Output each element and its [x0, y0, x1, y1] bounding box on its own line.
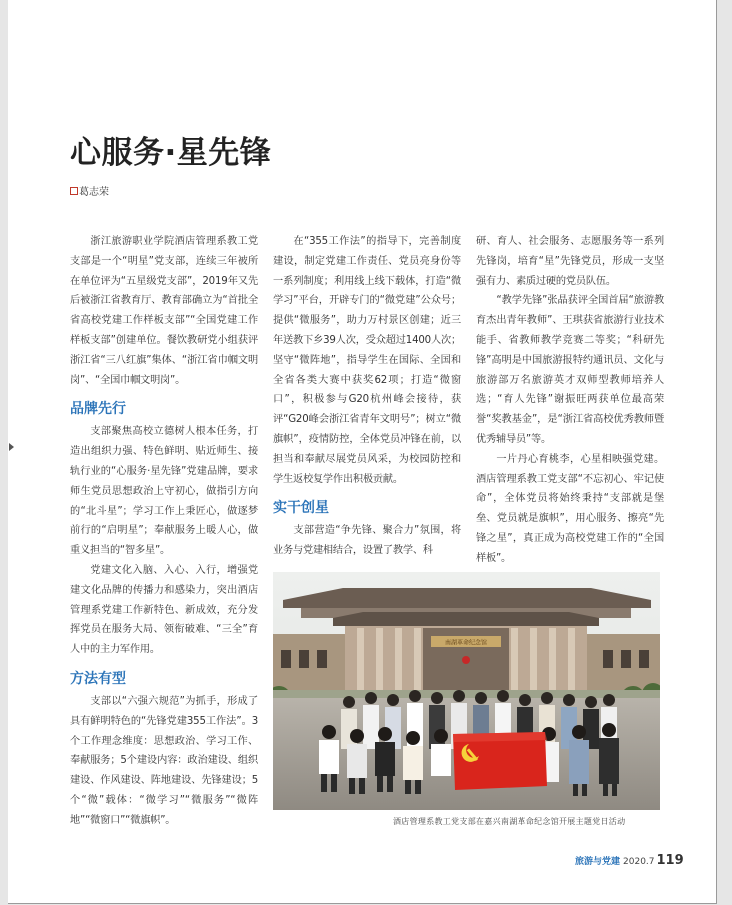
practice-paragraph-1-cont: 研、育人、社会服务、志愿服务等一系列先锋岗，培育“星”先锋党员，形成一支坚强有力、素质过硬的党员队伍。	[476, 236, 664, 287]
brand-paragraph-1: 支部聚焦高校立德树人根本任务，打造出组织力强、特色鲜明、贴近师生、接轨行业的“心服务·星先锋”党建品牌，要求师生党员思想政治上守初心，做指引方向的“北斗星”；学习工作上秉匠心，做逐梦前行的“启明星”；奉献服务上暖人心，做重义担当的“智多星”。	[70, 426, 258, 557]
closing-paragraph: 一片丹心育桃李，心星相映强党建。酒店管理系教工党支部“不忘初心、牢记使命”，全体党员将始终秉持“支部就是堡垒、党员就是旗帜”，用心服务、擦亮“先锋之星”，真正成为高校党建工作的“全国样板”。	[476, 453, 664, 564]
page-footer	[575, 849, 684, 868]
group-photo-image	[273, 572, 660, 810]
column-3	[476, 232, 664, 569]
method-paragraph-2: 在“355工作法”的指导下，完善制度建设，制定党建工作责任、党员亮身份等一系列制度；利用线上线下载体，打造“微学习”平台，开辟专门的“微党建”公众号；提供“微服务”，助力万村景区创建；近三年送教下乡39人次，受众超过1400人次；坚守“微阵地”，指导学生在国际、全国和全省各类大赛中获奖62项；打造“微窗口”，积极参与G20杭州峰会接待，获评“G20峰会浙江省青年文明号”；树立“微旗帜”，疫情防控，全体党员冲锋在前，以担当和奉献尽展党员风采，为校园防控和学生返校复学作出积极贡献。	[273, 236, 461, 485]
method-paragraph-1: 支部以“六强六规范”为抓手，形成了具有鲜明特色的“先锋党建355工作法”。3个工作理念维度：思想政治、学习工作、奉献服务；5个建设内容：政治建设、组织建设、作风建设、阵地建设、先锋建设；5个“微”载体：“微学习”“微服务”“微阵地”“微窗口”“微旗帜”。	[70, 695, 258, 826]
column-2	[273, 232, 461, 561]
scroll-left-arrow-icon[interactable]	[9, 443, 14, 451]
practice-paragraph-1: 支部营造“争先锋、聚合力”氛围，将业务与党建相结合，设置了教学、科	[273, 525, 461, 557]
heading-method: 方法有型	[70, 670, 126, 687]
page-edge-right	[716, 0, 717, 903]
column-1	[70, 232, 258, 831]
page-edge-bottom	[8, 903, 717, 904]
heading-practice: 实干创星	[273, 500, 329, 517]
heading-brand: 品牌先行	[70, 401, 126, 418]
page-number: 119	[656, 853, 684, 868]
magazine-name: 旅游与党建	[575, 857, 621, 867]
practice-paragraph-2: “教学先锋”张晶获评全国首届“旅游教育杰出青年教师”、王琪获省旅游行业技术能手、省教师教学竞赛二等奖；“科研先锋”高明是中国旅游报特约通讯员、文化与旅游部万名旅游英才双师型教师培养人选；“育人先锋”谢振旺两获单位最高荣誉“奖教基金”，是“浙江省高校优秀教师暨优秀辅导员”等。	[476, 295, 664, 445]
building-sign: 南湖革命纪念馆	[444, 639, 488, 647]
author-name: 葛志荣	[79, 187, 109, 198]
intro-paragraph: 浙江旅游职业学院酒店管理系教工党支部是一个“明星”党支部，连续三年被所在单位评为“五星级党支部”，2019年又先后被浙江省教育厅、教育部确立为“首批全省高校党建工作样板支部”“全国党建工作样板支部”创建单位。餐饮教研党小组获评浙江省“三八红旗”集体、“浙江省巾帼文明岗”、“全国巾帼文明岗”。	[70, 236, 258, 386]
photo-caption: 酒店管理系教工党支部在嘉兴南湖革命纪念馆开展主题党日活动	[393, 817, 626, 826]
issue-date: 2020.7	[623, 857, 655, 867]
group-photo	[273, 572, 660, 810]
brand-paragraph-2: 党建文化入脑、入心、入行，增强党建文化品牌的传播力和感染力，突出酒店管理系党建工作新特色、新成效，充分发挥党员在服务大局、领衔破难、“三全”育人中的主力军作用。	[70, 564, 258, 656]
article-title: 心服务·星先锋	[70, 135, 272, 171]
article-author	[70, 183, 109, 198]
author-box-icon	[70, 187, 78, 195]
